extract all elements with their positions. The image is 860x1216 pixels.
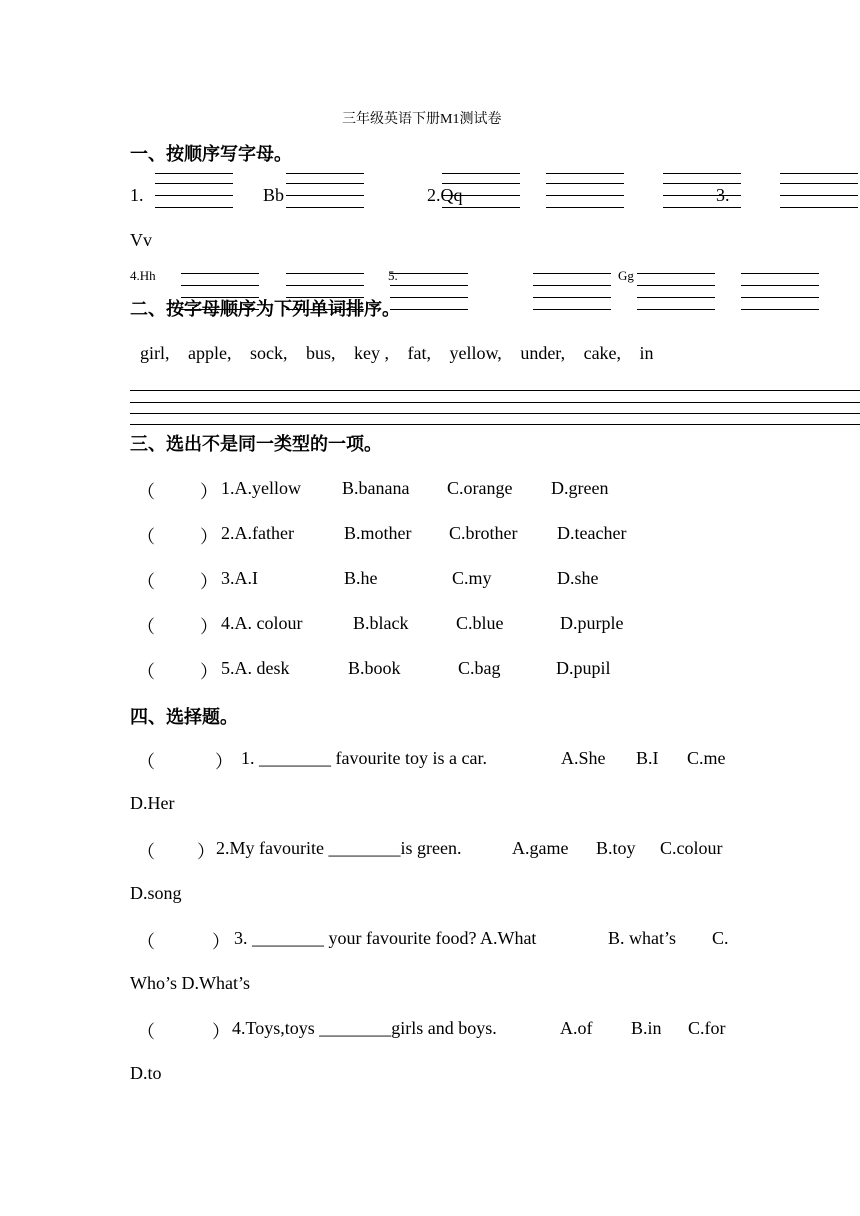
writing-line xyxy=(286,195,364,196)
option-a: 2.A.father xyxy=(221,523,294,543)
option-d: D.green xyxy=(551,478,609,498)
answer-paren-open: （ xyxy=(137,527,155,547)
word: under, xyxy=(520,343,566,363)
writing-line xyxy=(390,285,468,286)
writing-line xyxy=(286,183,364,184)
word: yellow, xyxy=(449,343,502,363)
letter-vv: Vv xyxy=(130,230,152,250)
option-d: D.to xyxy=(130,1063,162,1083)
word: cake, xyxy=(583,343,622,363)
writing-line xyxy=(637,297,715,298)
question-row xyxy=(137,748,737,772)
answer-rule xyxy=(130,390,860,391)
writing-line xyxy=(533,285,611,286)
option-b: B.book xyxy=(348,658,401,678)
writing-line xyxy=(155,195,233,196)
question-text: 1. ________ favourite toy is a car. xyxy=(241,748,487,768)
answer-paren-close: ） xyxy=(200,662,218,682)
option-b: B.toy xyxy=(596,838,636,858)
writing-line xyxy=(286,173,364,174)
option-c: C.orange xyxy=(447,478,513,498)
option-c: C.for xyxy=(688,1018,726,1038)
option-c: C.colour xyxy=(660,838,723,858)
section2-heading: 二、按字母顺序为下列单词排序。 xyxy=(130,299,400,320)
writing-line xyxy=(546,207,624,208)
writing-line xyxy=(155,207,233,208)
writing-line xyxy=(442,173,520,174)
writing-line xyxy=(533,309,611,310)
option-c: C.me xyxy=(687,748,726,768)
writing-line xyxy=(181,273,259,274)
option-c: C.bag xyxy=(458,658,501,678)
question-row xyxy=(137,478,737,502)
question-row xyxy=(137,838,737,862)
answer-paren-close: ） xyxy=(212,1022,230,1042)
writing-line xyxy=(637,273,715,274)
word: bus, xyxy=(305,343,336,363)
writing-line xyxy=(663,207,741,208)
question-row xyxy=(137,1018,737,1042)
option-a: 3.A.I xyxy=(221,568,258,588)
question-text: 3. ________ your favourite food? A.What xyxy=(234,928,537,948)
option-d: D.song xyxy=(130,883,182,903)
label-1: 1. xyxy=(130,185,144,205)
option-b: B.mother xyxy=(344,523,412,543)
answer-paren-open: （ xyxy=(137,572,155,592)
option-c: C. xyxy=(712,928,729,948)
question-text: 2.My favourite ________is green. xyxy=(216,838,462,858)
word: sock, xyxy=(249,343,288,363)
option-a: A.game xyxy=(512,838,569,858)
option-a: 1.A.yellow xyxy=(221,478,301,498)
writing-line xyxy=(741,309,819,310)
writing-line xyxy=(637,309,715,310)
answer-rule xyxy=(130,413,860,414)
option-a: A.of xyxy=(560,1018,593,1038)
option-c: C.brother xyxy=(449,523,518,543)
writing-line xyxy=(442,207,520,208)
option-d: D.she xyxy=(557,568,599,588)
word: key , xyxy=(354,343,389,363)
writing-line xyxy=(637,285,715,286)
label-5: 5. xyxy=(388,268,398,283)
word-list xyxy=(140,343,654,364)
word: apple, xyxy=(188,343,232,363)
answer-paren-close: ） xyxy=(212,932,230,952)
writing-line xyxy=(663,183,741,184)
option-c: C.my xyxy=(452,568,492,588)
writing-line xyxy=(780,207,858,208)
writing-line xyxy=(741,273,819,274)
answer-paren-close: ） xyxy=(200,482,218,502)
writing-line xyxy=(286,285,364,286)
writing-line xyxy=(780,195,858,196)
writing-line xyxy=(741,297,819,298)
answer-paren-close: ） xyxy=(215,752,233,772)
option-b: B. what’s xyxy=(608,928,677,948)
option-b: B.I xyxy=(636,748,659,768)
option-b: B.in xyxy=(631,1018,662,1038)
section1-heading: 一、按顺序写字母。 xyxy=(130,144,292,165)
label-3: 3. xyxy=(716,185,730,205)
letter-qq: 2.Qq xyxy=(427,185,463,205)
question-row xyxy=(137,928,737,952)
question-row xyxy=(137,613,737,637)
option-a: 4.A. colour xyxy=(221,613,303,633)
question-row xyxy=(137,523,737,547)
question-text: 4.Toys,toys ________girls and boys. xyxy=(232,1018,497,1038)
section4-heading: 四、选择题。 xyxy=(130,707,238,728)
writing-line xyxy=(533,297,611,298)
writing-line xyxy=(442,183,520,184)
writing-line xyxy=(546,195,624,196)
answer-paren-open: （ xyxy=(137,1022,155,1042)
answer-paren-close: ） xyxy=(200,572,218,592)
letter-hh: 4.Hh xyxy=(130,268,156,283)
writing-line xyxy=(286,273,364,274)
option-b: B.black xyxy=(353,613,409,633)
option-d: D.Her xyxy=(130,793,175,813)
option-d: Who’s D.What’s xyxy=(130,973,250,993)
answer-paren-close: ） xyxy=(200,527,218,547)
answer-rule xyxy=(130,402,860,403)
answer-paren-open: （ xyxy=(137,842,155,862)
answer-paren-open: （ xyxy=(137,752,155,772)
writing-line xyxy=(390,273,468,274)
answer-paren-open: （ xyxy=(137,662,155,682)
writing-line xyxy=(546,173,624,174)
option-c: C.blue xyxy=(456,613,504,633)
writing-line xyxy=(155,173,233,174)
question-row xyxy=(137,658,737,682)
page-title: 三年级英语下册M1测试卷 xyxy=(342,112,502,127)
answer-paren-open: （ xyxy=(137,617,155,637)
answer-paren-close: ） xyxy=(200,617,218,637)
answer-paren-close: ） xyxy=(197,842,215,862)
option-b: B.he xyxy=(344,568,378,588)
option-a: A.She xyxy=(561,748,606,768)
option-b: B.banana xyxy=(342,478,410,498)
question-row xyxy=(137,568,737,592)
option-a: 5.A. desk xyxy=(221,658,290,678)
option-d: D.purple xyxy=(560,613,624,633)
writing-line xyxy=(155,183,233,184)
word: girl, xyxy=(140,343,170,363)
letter-gg: Gg xyxy=(618,268,634,283)
writing-line xyxy=(181,285,259,286)
option-d: D.pupil xyxy=(556,658,611,678)
option-d: D.teacher xyxy=(557,523,627,543)
writing-line xyxy=(663,173,741,174)
writing-line xyxy=(533,273,611,274)
answer-paren-open: （ xyxy=(137,482,155,502)
writing-line xyxy=(390,297,468,298)
letter-bb: Bb xyxy=(263,185,285,205)
writing-line xyxy=(286,207,364,208)
writing-line xyxy=(390,309,468,310)
word: in xyxy=(639,343,654,363)
section3-heading: 三、选出不是同一类型的一项。 xyxy=(130,434,382,455)
writing-line xyxy=(780,173,858,174)
writing-line xyxy=(546,183,624,184)
word: fat, xyxy=(407,343,431,363)
writing-line xyxy=(741,285,819,286)
answer-rule xyxy=(130,424,860,425)
writing-line xyxy=(780,183,858,184)
answer-paren-open: （ xyxy=(137,932,155,952)
